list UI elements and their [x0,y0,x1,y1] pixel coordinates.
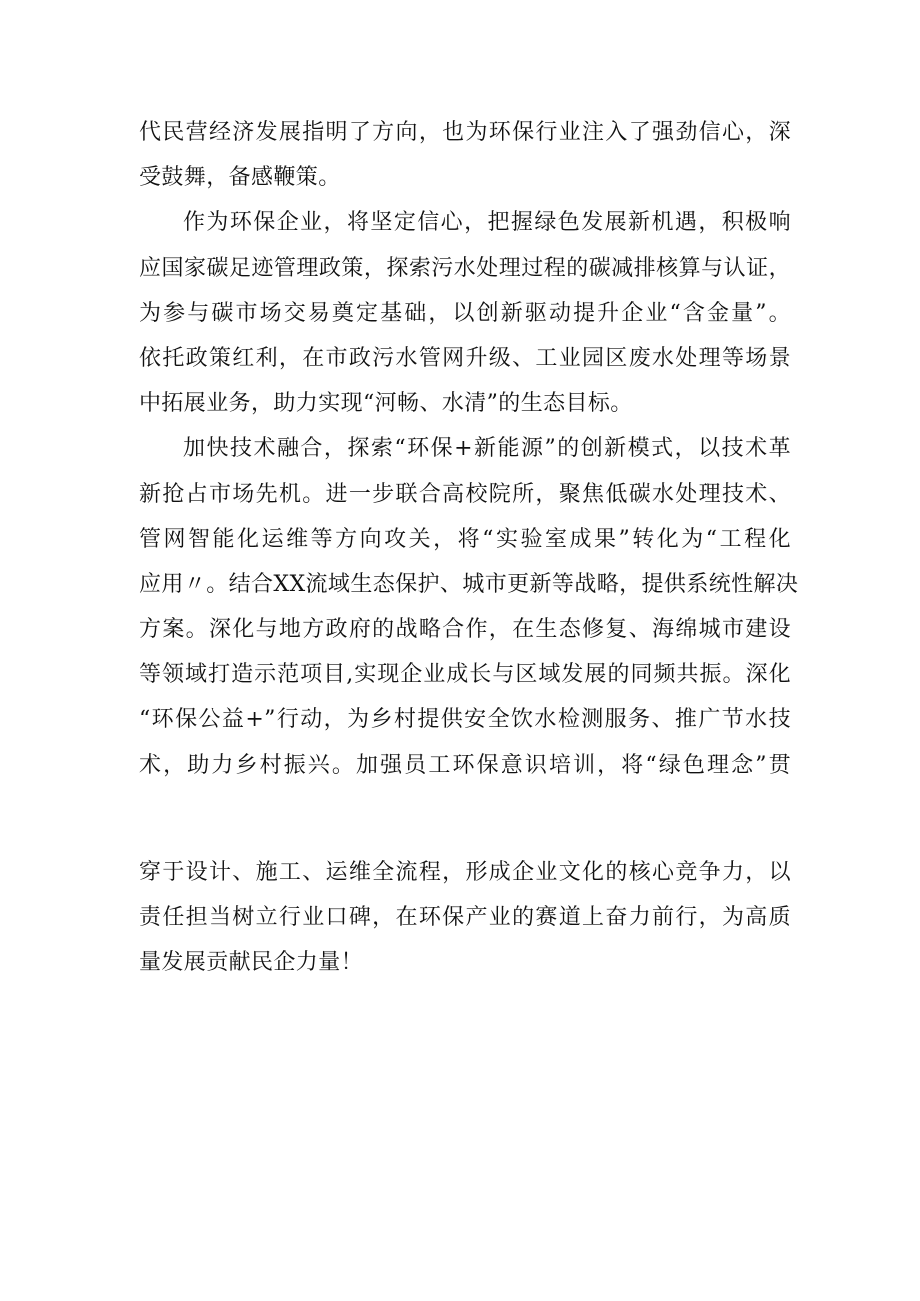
text-line: 穿于设计、施工、运维全流程，形成企业文化的核心竞争力，以 [139,860,791,885]
text-line: 受鼓舞，备感鞭策。 [139,165,341,191]
text-line: 代民营经济发展指明了方向，也为环保行业注入了强劲信心，深 [139,120,791,145]
text-line: 为参与碳市场交易奠定基础，以创新驱动提升企业“含金量”。 [139,300,791,326]
text-line: 方案。深化与地方政府的战略合作，在生态修复、海绵城市建设 [139,617,791,643]
text-line: 管网智能化运维等方向攻关，将“实验室成果”转化为“工程化 [139,526,791,552]
text-line: 中拓展业务，助力实现“河畅、水清”的生态目标。 [139,391,633,417]
text-line: 依托政策红利，在市政污水管网升级、工业园区废水处理等场景 [139,345,791,371]
text-line: 术，助力乡村振兴。加强员工环保意识培训，将“绿色理念”贯 [139,752,791,778]
text-line: 等领域打造示范项目,实现企业成长与区域发展的同频共振。深化 [139,662,791,688]
text-line: 量发展贡献民企力量！ [139,950,364,976]
text-line: 应国家碳足迹管理政策，探索污水处理过程的碳减排核算与认证， [139,255,791,281]
text-line: 应用〃。结合XX流域生态保护、城市更新等战略，提供系统性解决 [139,571,799,597]
text-line: 新抢占市场先机。进一步联合高校院所，聚焦低碳水处理技术、 [139,481,791,507]
body-text-block-2 [139,850,791,986]
paragraph-start-line: 加快技术融合，探索“环保+新能源”的创新模式，以技术革 [183,436,791,462]
text-line: “环保公益+”行动，为乡村提供安全饮水检测服务、推广节水技 [139,707,791,733]
paragraph-start-line: 作为环保企业，将坚定信心，把握绿色发展新机遇，积极响 [183,210,791,236]
body-text-block-1 [139,110,799,788]
text-line: 责任担当树立行业口碑，在环保产业的赛道上奋力前行，为高质 [139,905,791,931]
